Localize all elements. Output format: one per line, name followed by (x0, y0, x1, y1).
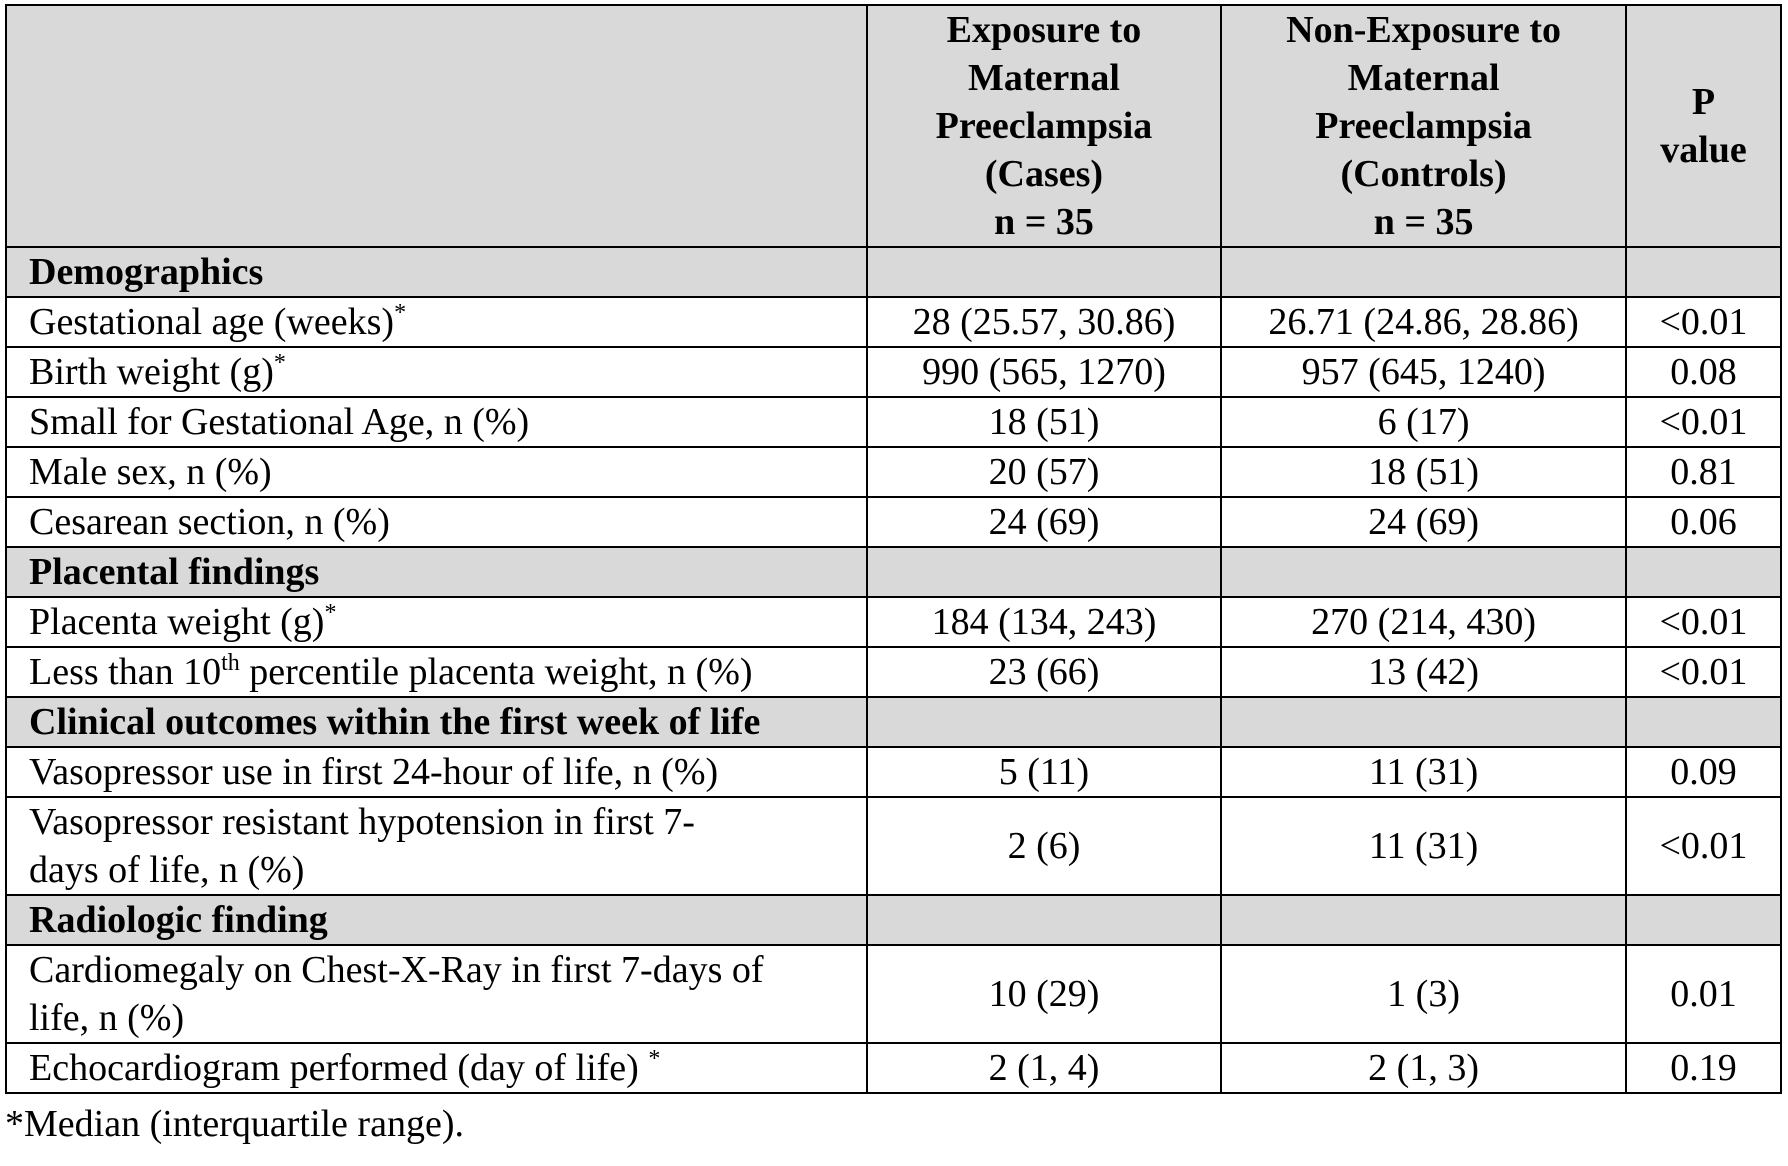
section-row-demographics (6, 247, 1781, 297)
ordinal-suffix: th (221, 650, 240, 676)
row-label-line: Vasopressor resistant hypotension in first 7- (29, 801, 695, 843)
p-value: 0.08 (1626, 347, 1781, 397)
cases-value: 18 (51) (867, 397, 1222, 447)
controls-value: 1 (3) (1221, 945, 1626, 1043)
cases-value: 184 (134, 243) (867, 597, 1222, 647)
header-controls-line: Maternal (1347, 57, 1500, 99)
row-label (6, 597, 867, 647)
header-cases-line: (Cases) (984, 153, 1104, 195)
row-label: Vasopressor use in first 24-hour of life, n (%) (6, 747, 867, 797)
table-row (6, 747, 1781, 797)
header-p-value (1626, 5, 1781, 247)
section-empty-cell (1626, 895, 1781, 945)
header-p-line: value (1660, 129, 1747, 171)
section-empty-cell (867, 895, 1222, 945)
section-row-clinical (6, 697, 1781, 747)
p-value: 0.01 (1626, 945, 1781, 1043)
cases-value: 23 (66) (867, 647, 1222, 697)
section-empty-cell (1221, 547, 1626, 597)
p-value: 0.06 (1626, 497, 1781, 547)
results-table (5, 4, 1782, 1094)
row-label-text: percentile placenta weight, n (%) (239, 651, 753, 693)
cases-value: 24 (69) (867, 497, 1222, 547)
row-label-text: Birth weight (g) (29, 351, 274, 393)
table-footnote: *Median (interquartile range). (5, 1103, 464, 1145)
section-title: Placental findings (6, 547, 867, 597)
header-controls-line: Preeclampsia (1315, 105, 1532, 147)
row-label-line: days of life, n (%) (29, 849, 305, 891)
table-header-row (6, 5, 1781, 247)
cases-value: 10 (29) (867, 945, 1222, 1043)
row-label-line: Cardiomegaly on Chest-X-Ray in first 7-days of (29, 949, 764, 991)
row-label (6, 797, 867, 895)
controls-value: 11 (31) (1221, 797, 1626, 895)
header-cases-line: n = 35 (994, 201, 1094, 243)
table-row (6, 1043, 1781, 1093)
controls-value: 18 (51) (1221, 447, 1626, 497)
header-cases (867, 5, 1222, 247)
row-label-text: Less than 10 (29, 651, 222, 693)
section-empty-cell (867, 547, 1222, 597)
p-value: <0.01 (1626, 647, 1781, 697)
cases-value: 5 (11) (867, 747, 1222, 797)
footnote-marker: * (273, 350, 286, 376)
row-label: Cesarean section, n (%) (6, 497, 867, 547)
controls-value: 24 (69) (1221, 497, 1626, 547)
cases-value: 2 (1, 4) (867, 1043, 1222, 1093)
section-empty-cell (1626, 247, 1781, 297)
row-label (6, 945, 867, 1043)
table-row (6, 647, 1781, 697)
controls-value: 26.71 (24.86, 28.86) (1221, 297, 1626, 347)
header-controls (1221, 5, 1626, 247)
header-cases-line: Exposure to (946, 9, 1142, 51)
table-row (6, 945, 1781, 1043)
section-empty-cell (1626, 547, 1781, 597)
footnote-marker: * (648, 1046, 661, 1072)
section-empty-cell (1221, 697, 1626, 747)
table-row (6, 397, 1781, 447)
p-value: <0.01 (1626, 597, 1781, 647)
table-row (6, 347, 1781, 397)
section-title: Clinical outcomes within the first week of life (6, 697, 867, 747)
row-label (6, 347, 867, 397)
header-cases-line: Maternal (967, 57, 1120, 99)
row-label: Male sex, n (%) (6, 447, 867, 497)
header-controls-line: Non-Exposure to (1286, 9, 1561, 51)
table-row (6, 297, 1781, 347)
controls-value: 13 (42) (1221, 647, 1626, 697)
header-cases-line: Preeclampsia (935, 105, 1153, 147)
table-row (6, 597, 1781, 647)
row-label (6, 1043, 867, 1093)
footnote-marker: * (324, 600, 337, 626)
section-title: Radiologic finding (6, 895, 867, 945)
controls-value: 11 (31) (1221, 747, 1626, 797)
row-label-text: Placenta weight (g) (29, 601, 325, 643)
row-label: Small for Gestational Age, n (%) (6, 397, 867, 447)
section-empty-cell (1626, 697, 1781, 747)
cases-value: 990 (565, 1270) (867, 347, 1222, 397)
section-title: Demographics (6, 247, 867, 297)
section-empty-cell (867, 697, 1222, 747)
header-controls-line: (Controls) (1340, 153, 1507, 195)
row-label-text: Gestational age (weeks) (29, 301, 395, 343)
row-label (6, 297, 867, 347)
section-row-placental (6, 547, 1781, 597)
p-value: <0.01 (1626, 797, 1781, 895)
p-value: <0.01 (1626, 397, 1781, 447)
row-label-line: life, n (%) (29, 997, 185, 1039)
table-row (6, 447, 1781, 497)
section-empty-cell (1221, 247, 1626, 297)
cases-value: 28 (25.57, 30.86) (867, 297, 1222, 347)
table-row (6, 797, 1781, 895)
section-row-radiologic (6, 895, 1781, 945)
header-controls-line: n = 35 (1373, 201, 1474, 243)
controls-value: 6 (17) (1221, 397, 1626, 447)
footnote-marker: * (394, 300, 407, 326)
section-empty-cell (867, 247, 1222, 297)
table-row (6, 497, 1781, 547)
p-value: <0.01 (1626, 297, 1781, 347)
p-value: 0.19 (1626, 1043, 1781, 1093)
cases-value: 20 (57) (867, 447, 1222, 497)
row-label (6, 647, 867, 697)
section-empty-cell (1221, 895, 1626, 945)
controls-value: 270 (214, 430) (1221, 597, 1626, 647)
row-label-text: Echocardiogram performed (day of life) (29, 1047, 649, 1089)
cases-value: 2 (6) (867, 797, 1222, 895)
p-value: 0.09 (1626, 747, 1781, 797)
p-value: 0.81 (1626, 447, 1781, 497)
controls-value: 2 (1, 3) (1221, 1043, 1626, 1093)
results-table-container (5, 4, 1782, 1148)
controls-value: 957 (645, 1240) (1221, 347, 1626, 397)
header-blank-cell (6, 5, 867, 247)
header-p-line: P (1691, 81, 1716, 123)
